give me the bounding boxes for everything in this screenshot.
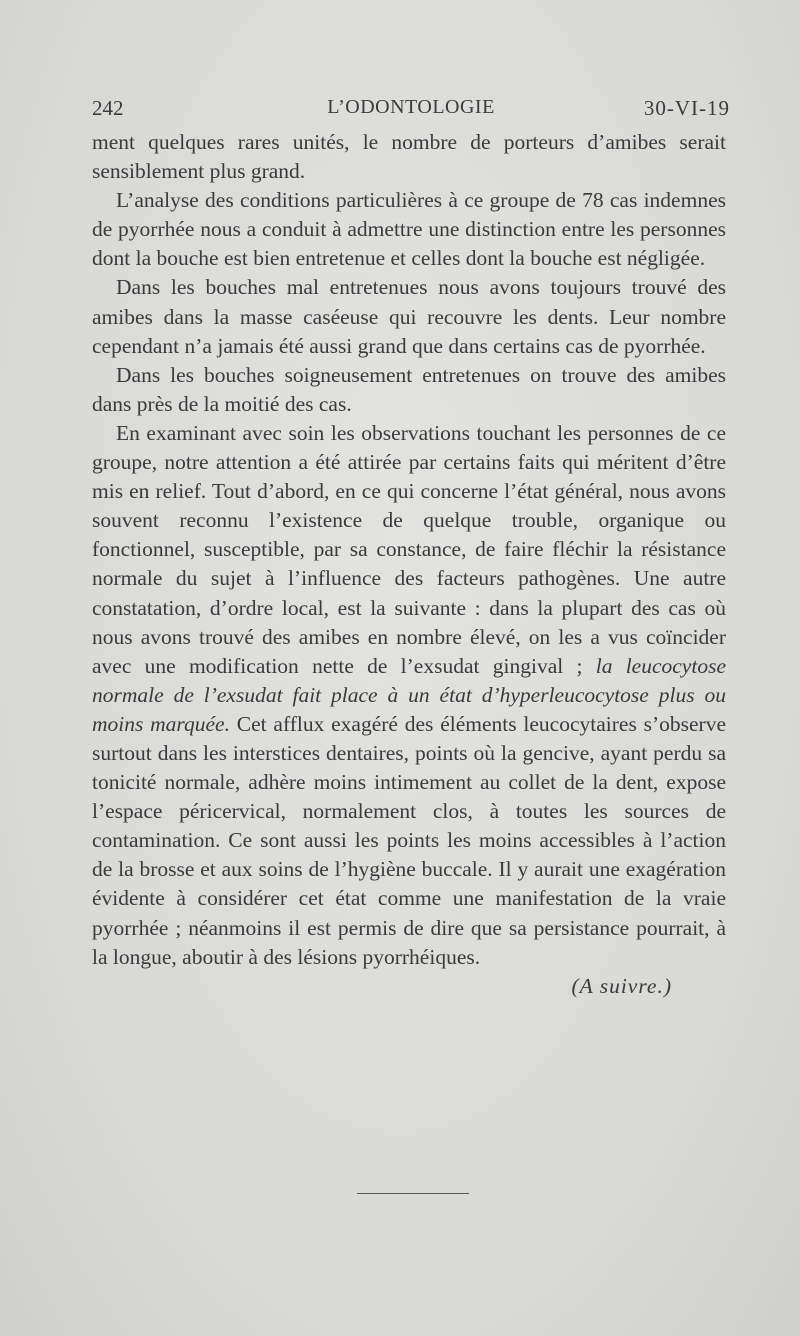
paragraph-analysis: L’analyse des conditions particulières à ce groupe de 78 cas indemnes de pyorrhée nous a conduit à admettre une distinction entre les personnes dont la bouche est bien entretenue et celles dont la bouche est négligée. (92, 188, 726, 271)
paragraph-poorly-maintained: Dans les bouches mal entretenues nous avons toujours trouvé des amibes dans la masse caséeuse qui recouvre les dents. Leur nombre cependant n’a jamais été aussi grand que dans certains cas de pyorrhée. (92, 275, 726, 358)
issue-date: 30-VI-19 (643, 96, 730, 120)
to-be-continued: (A suivre.) (571, 973, 672, 998)
paragraph-observations (92, 419, 726, 972)
page-number: 242 (92, 96, 124, 120)
end-rule (357, 1193, 469, 1194)
observations-text-b: Cet afflux exagéré des éléments leucocytaires s’observe surtout dans les interstices dentaires, points où la gencive, ayant perdu sa tonicité normale, adhère moins intimement au collet de la dent, expose l’espace péricervical, normalement clos, à toutes les sources de contamination. Ce sont aussi les points les moins accessibles à l’action de la brosse et aux soins de l’hygiène buccale. Il y aurait une exagération évidente à considérer cet état comme une manifestation de la vraie pyorrhée ; néanmoins il est permis de dire que sa persistance pourrait, à la longue, aboutir à des lésions pyorrhéiques. (92, 711, 726, 969)
observations-text-a: En examinant avec soin les observations touchant les personnes de ce groupe, notre attention a été attirée par certains faits qui méritent d’être mis en relief. Tout d’abord, en ce qui concerne l’état général, nous avons souvent reconnu l’existence de quelque trouble, organique ou fonctionnel, susceptible, par sa constance, de faire fléchir la résistance normale du sujet à l’influence des facteurs pathogènes. Une autre constatation, d’ordre local, est la suivante : dans la plupart des cas où nous avons trouvé des amibes en nombre élevé, on les a vus coïncider avec une modification nette de l’exsudat gingival ; (92, 420, 726, 678)
observations-italic-text: la leucocytose normale de l’exsudat fait place à un état d’hyperleucocytose plus ou moins marquée. (92, 653, 726, 736)
journal-title: L’ODONTOLOGIE (327, 96, 495, 118)
paragraph-continuation: ment quelques rares unités, le nombre de porteurs d’amibes serait sensiblement plus grand. (92, 130, 726, 184)
paragraph-well-maintained: Dans les bouches soigneusement entretenues on trouve des amibes dans près de la moitié des cas. (92, 362, 726, 416)
article-body (92, 128, 726, 1001)
running-header (92, 96, 730, 126)
